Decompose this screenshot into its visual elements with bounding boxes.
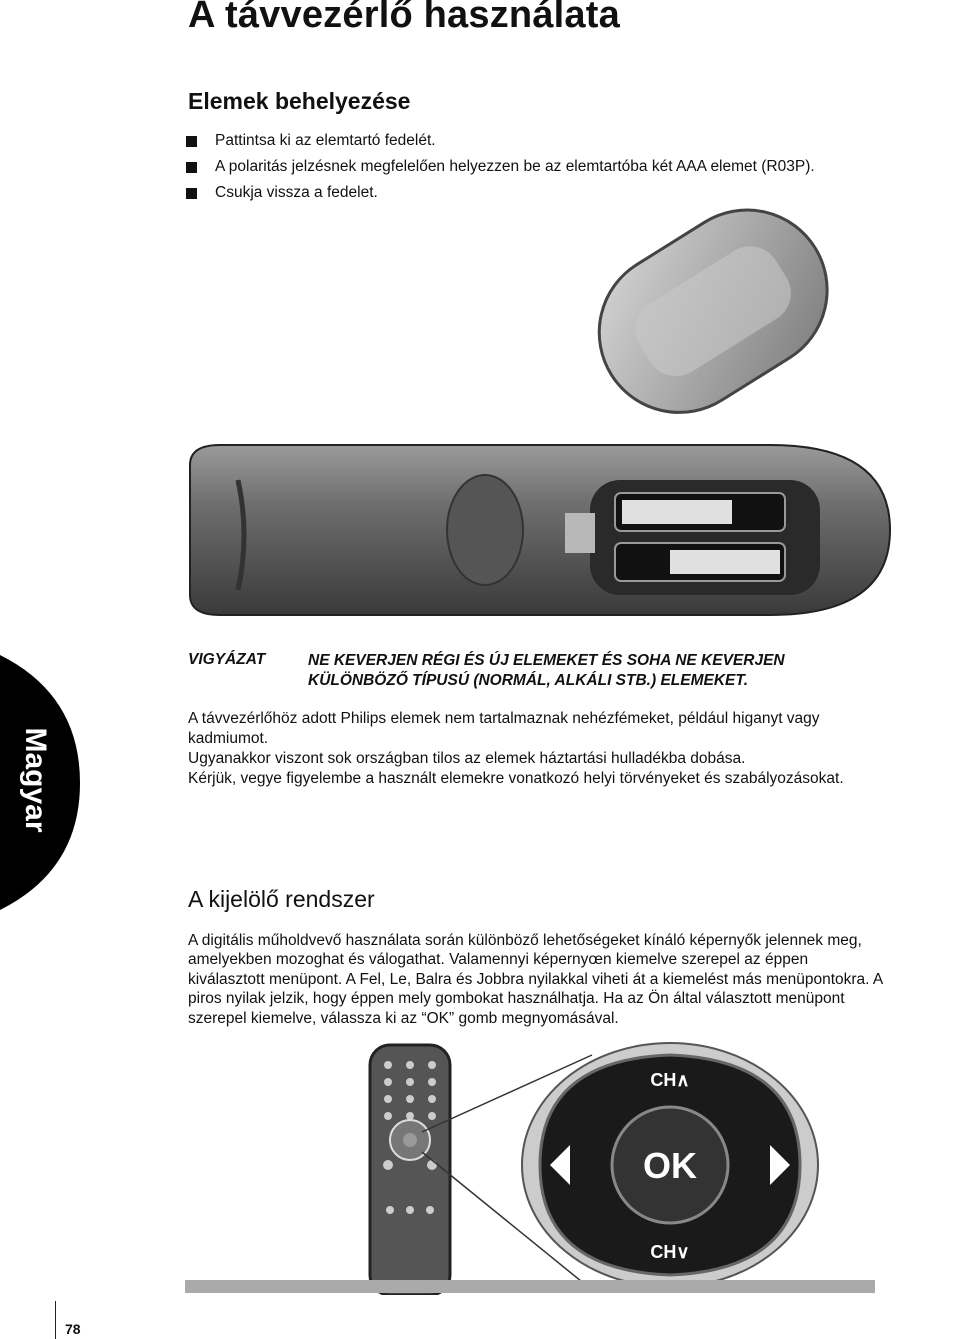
page-title: A távvezérlő használata bbox=[188, 0, 620, 36]
notice-line: Kérjük, vegye figyelembe a használt elemekre vonatkozó helyi törvényeket és szabályozásokat. bbox=[188, 770, 844, 787]
step-text: Csukja vissza a fedelet. bbox=[215, 184, 378, 201]
battery-lid bbox=[569, 195, 857, 443]
language-tab-label: Magyar bbox=[19, 727, 52, 833]
notice-line: Ugyanakkor viszont sok országban tilos az elemek háztartási hulladékba dobása. bbox=[188, 750, 746, 767]
battery-notice bbox=[188, 709, 888, 789]
warning-label: VIGYÁZAT bbox=[188, 651, 266, 668]
page-number-divider bbox=[55, 1301, 56, 1339]
ch-down-key-label: CH∨ bbox=[650, 1242, 690, 1262]
footer-bar bbox=[185, 1280, 875, 1293]
ok-key-label: OK bbox=[643, 1145, 697, 1186]
step-text: Pattintsa ki az elemtartó fedelét. bbox=[215, 132, 436, 149]
warning-text: NE KEVERJEN RÉGI ÉS ÚJ ELEMEKET ÉS SOHA NE KEVERJEN KÜLÖNBÖZŐ TÍPUSÚ (NORMÁL, ALKÁLI STB.) ELEMEKET. bbox=[308, 652, 785, 689]
remote-navigation-photo bbox=[360, 1040, 920, 1295]
page-number: 78 bbox=[65, 1321, 81, 1337]
notice-line: A távvezérlőhöz adott Philips elemek nem tartalmaznak nehézfémeket, például higanyt vagy kadmiumot. bbox=[188, 710, 820, 747]
selection-heading: A kijelölő rendszer bbox=[188, 886, 375, 912]
square-bullet-icon bbox=[186, 162, 197, 173]
step-text: A polaritás jelzésnek megfelelően helyezzen be az elemtartóba két AAA elemet (R03P). bbox=[215, 158, 815, 175]
battery-compartment-photo bbox=[170, 195, 910, 635]
ch-up-key-label: CH∧ bbox=[650, 1070, 690, 1090]
selection-paragraph: A digitális műholdvevő használata során különböző lehetőségeket kínáló képernyők jelennek meg, amelyekben mozoghat és válogathat. Valamennyi képernyœn kiemelve szerepel az éppen kiválasztott menüpont. A Fel, Le, Balra és Jobbra nyilakkal viheti át a kiemelést más menüpontokra. A piros nyilak jelzik, hogy éppen mely gombokat használhatja. Ha az Ön által választott menüpont szerepel kiemelve, válassza ki az “OK” gomb megnyomásával. bbox=[188, 932, 883, 1027]
list-item bbox=[186, 128, 815, 154]
selection-body bbox=[188, 931, 888, 1028]
remote-control bbox=[370, 1045, 450, 1295]
batteries-heading: Elemek behelyezése bbox=[188, 88, 411, 114]
square-bullet-icon bbox=[186, 136, 197, 147]
list-item bbox=[186, 154, 815, 180]
